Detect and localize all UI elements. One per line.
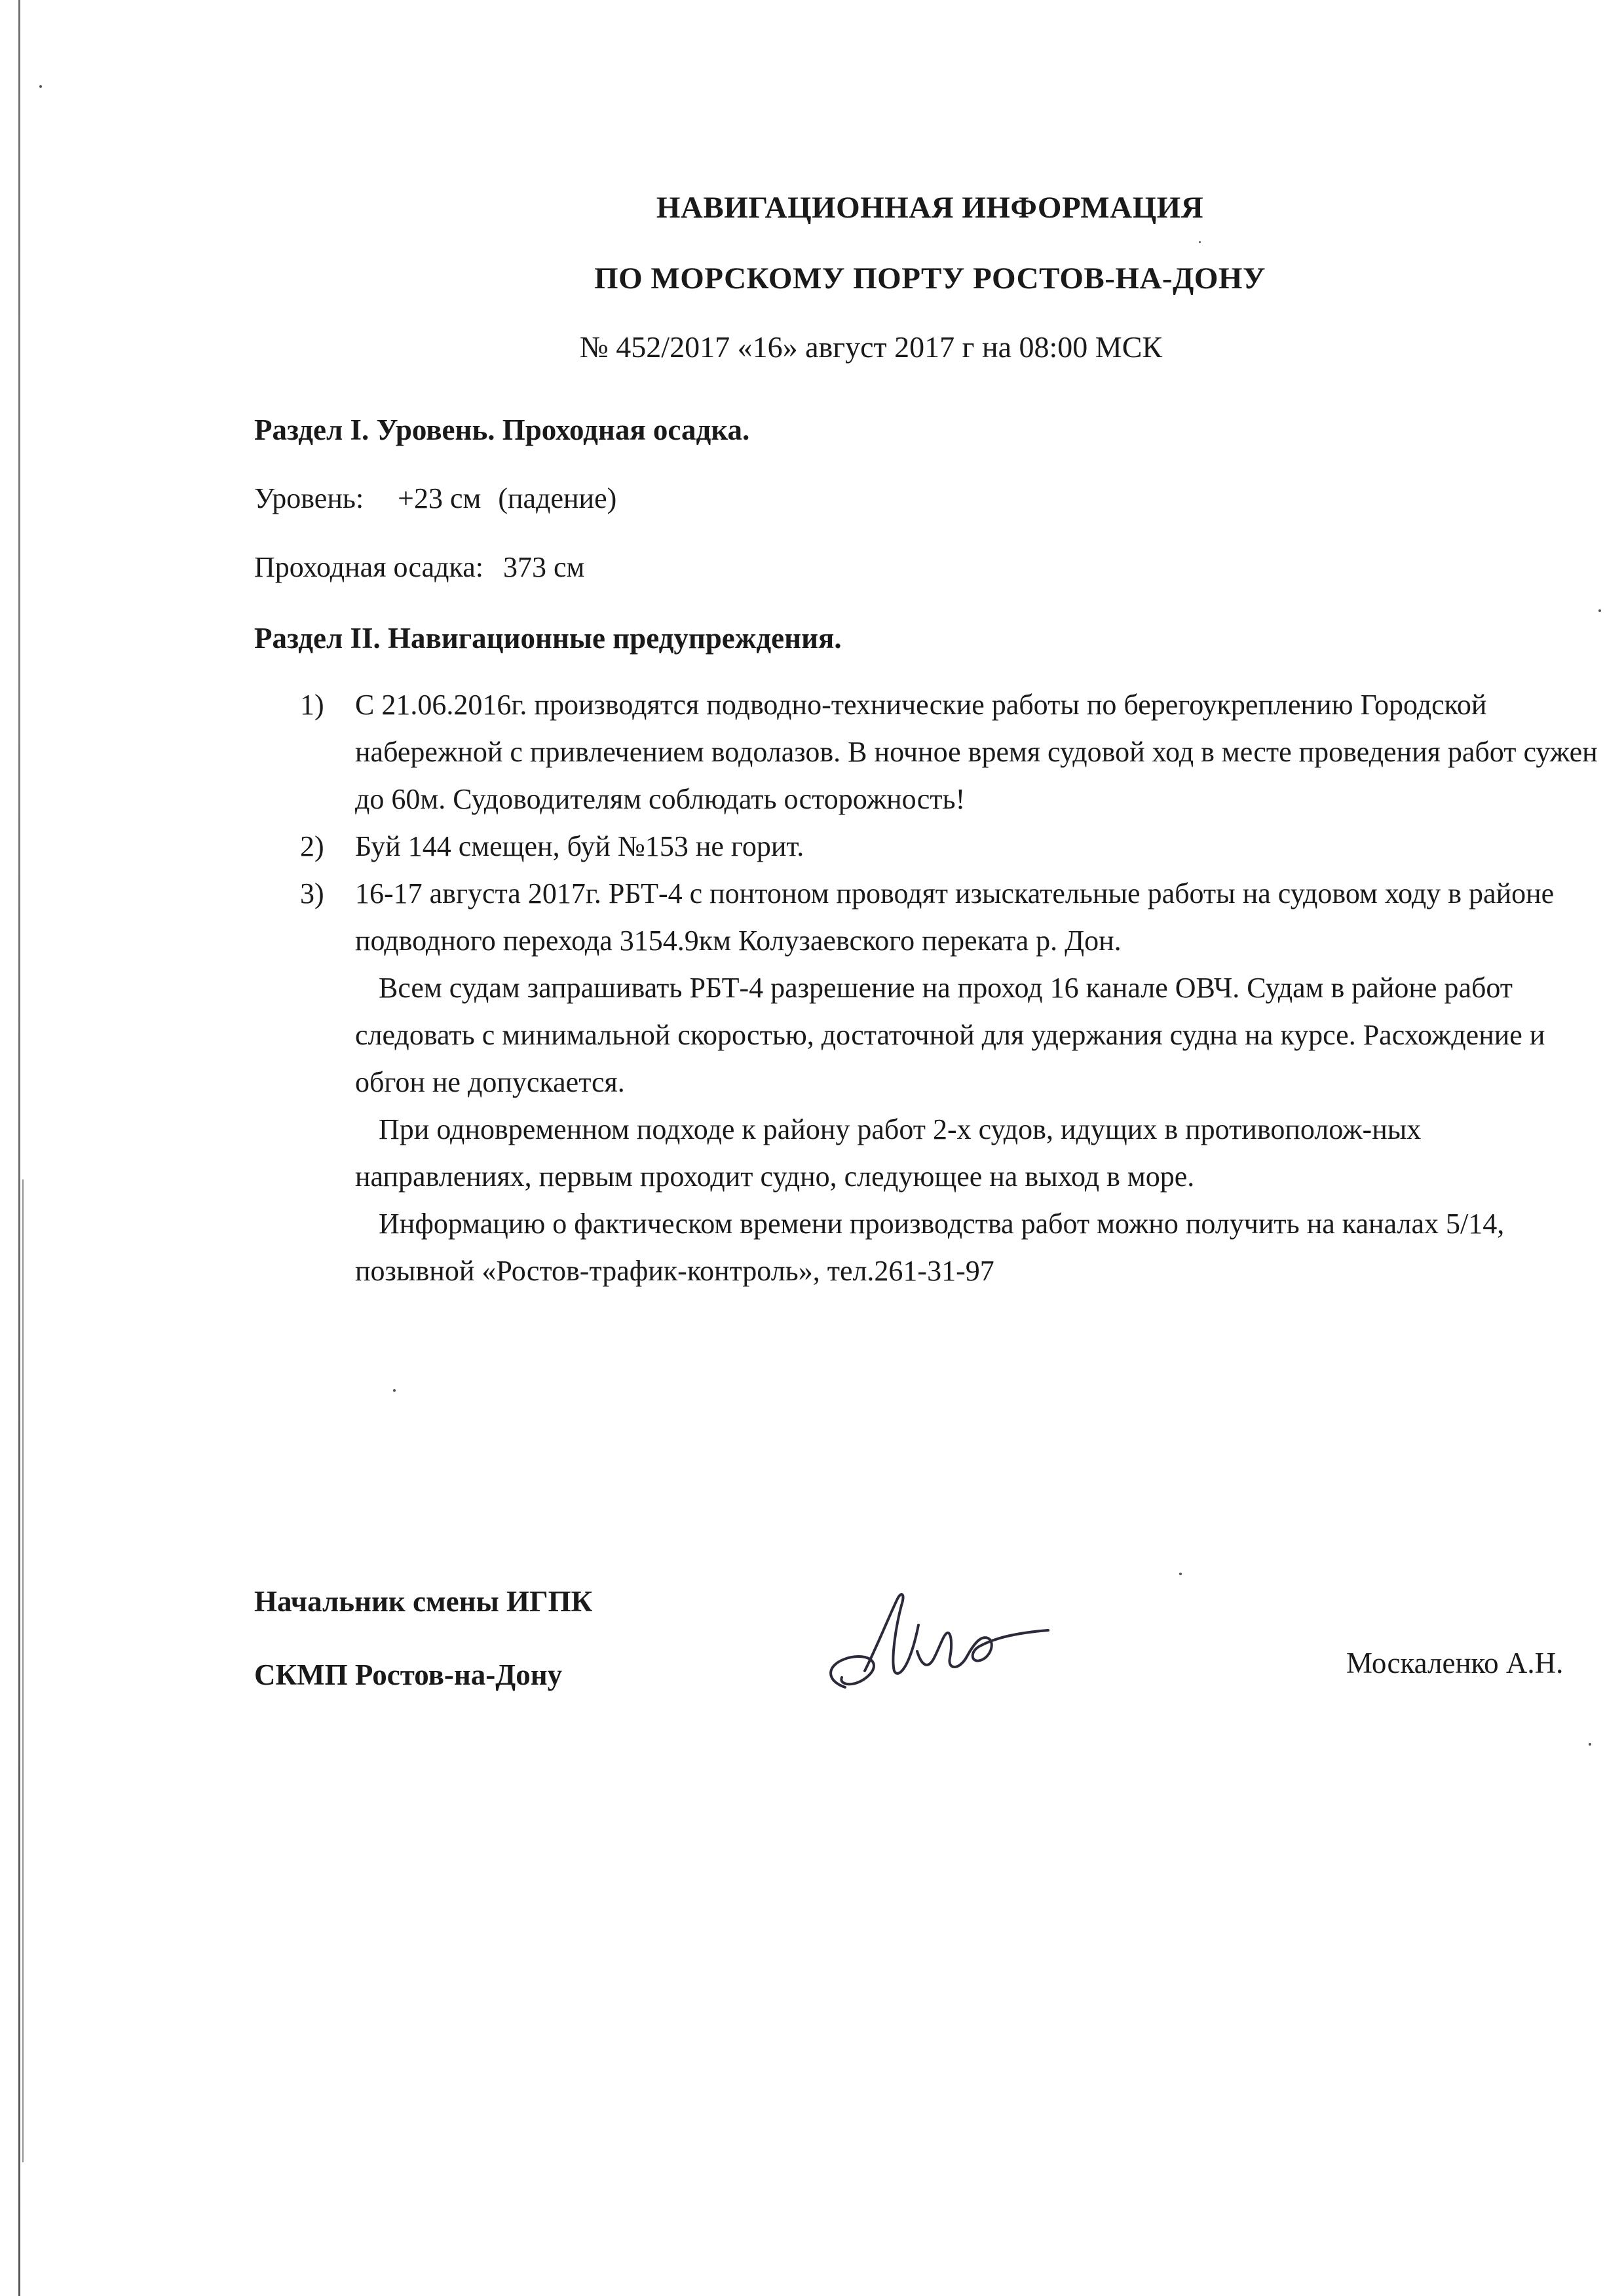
warning-text-span: Информацию о фактическом времени производства работ можно получить на каналах 5/14, позывной «Ростов-трафик-контроль», тел.261-31-97 bbox=[355, 1208, 1505, 1287]
warning-number: 1) bbox=[300, 689, 324, 721]
scan-speck bbox=[1199, 241, 1201, 243]
warning-text: 16-17 августа 2017г. РБТ-4 с понтоном проводят изыскательные работы на судовом ходу в районе подводного перехода 3154.9км Колузаевского переката р. Дон. bbox=[355, 877, 1555, 957]
warning-item bbox=[300, 870, 1604, 1295]
document-title-line-2: ПО МОРСКОМУ ПОРТУ РОСТОВ-НА-ДОНУ bbox=[594, 261, 1266, 296]
warning-text bbox=[355, 1106, 1604, 1200]
draft-value: 373 см bbox=[502, 551, 585, 583]
warning-number: 3) bbox=[300, 877, 324, 909]
section-2-heading: Раздел II. Навигационные предупреждения. bbox=[254, 622, 842, 655]
scan-edge-shadow bbox=[22, 1179, 24, 2162]
scan-speck bbox=[393, 1389, 396, 1392]
scan-speck bbox=[1589, 1743, 1591, 1746]
level-label: Уровень: bbox=[254, 482, 364, 514]
level-row bbox=[254, 482, 616, 515]
warning-text: С 21.06.2016г. производятся подводно-технические работы по берегоукреплению Городской набережной с привлечением водолазов. В ночное время судовой ход в месте проведения работ сужен до 60м. Судоводителям соблюдать осторожность! bbox=[355, 689, 1598, 815]
warning-item bbox=[300, 823, 1604, 870]
signatory-position-line-2: СКМП Ростов-на-Дону bbox=[254, 1658, 563, 1691]
document-number-date: № 452/2017 «16» август 2017 г на 08:00 МСК bbox=[579, 330, 1163, 364]
warning-text-span: Всем судам запрашивать РБТ-4 разрешение на проход 16 канале ОВЧ. Судам в районе работ следовать с минимальной скоростью, достаточной для удержания судна на курсе. Расхождение и обгон не допускается. bbox=[355, 972, 1545, 1098]
signatory-name: Москаленко А.Н. bbox=[1346, 1647, 1564, 1679]
draft-row bbox=[254, 550, 584, 584]
scan-speck bbox=[39, 85, 42, 88]
warning-text-span: При одновременном подходе к району работ 2-х судов, идущих в противополож-ных направлениях, первым проходит судно, следующее на выход в море. bbox=[355, 1113, 1422, 1193]
signatory-position-line-1: Начальник смены ИГПК bbox=[254, 1585, 593, 1618]
warning-number: 2) bbox=[300, 830, 324, 862]
warning-text: Буй 144 смещен, буй №153 не горит. bbox=[355, 830, 804, 862]
level-value: +23 см bbox=[398, 482, 482, 514]
warning-text bbox=[355, 965, 1604, 1106]
section-1-heading: Раздел I. Уровень. Проходная осадка. bbox=[254, 413, 750, 446]
document-title-line-1: НАВИГАЦИОННАЯ ИНФОРМАЦИЯ bbox=[656, 191, 1204, 225]
warnings-list bbox=[300, 681, 1604, 1295]
level-trend: (падение) bbox=[498, 482, 617, 514]
handwritten-signature bbox=[819, 1573, 1068, 1704]
scan-speck bbox=[1179, 1573, 1182, 1575]
warning-text bbox=[355, 1200, 1604, 1295]
warning-item bbox=[300, 681, 1604, 823]
scan-speck bbox=[1598, 609, 1601, 612]
draft-label: Проходная осадка: bbox=[254, 551, 483, 583]
